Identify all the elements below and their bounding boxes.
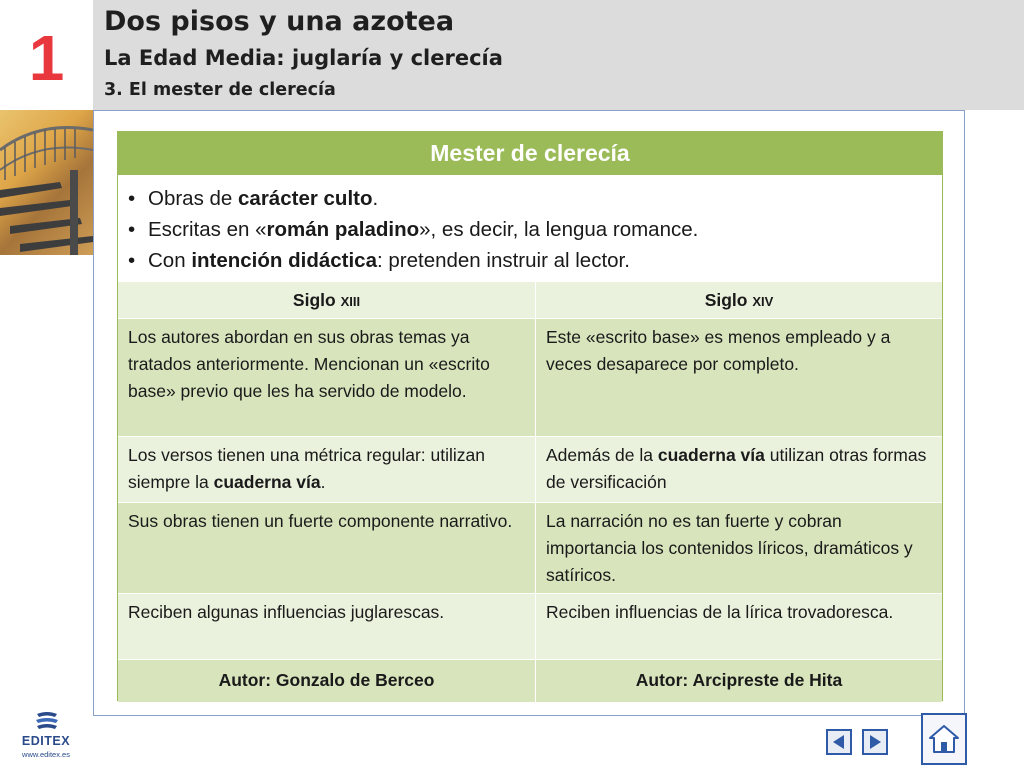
- page-subtitle: La Edad Media: juglaría y clerecía: [104, 46, 503, 70]
- column-header-siglo-xiii: Siglo XIII: [118, 281, 535, 318]
- chapter-box: [0, 0, 93, 110]
- intro-list: [118, 175, 942, 281]
- chapter-number: 1: [28, 22, 65, 94]
- arrow-right-icon: [866, 733, 884, 751]
- table-cell: Además de la cuaderna vía utilizan otras formas de versificación: [535, 436, 942, 502]
- table-cell: Sus obras tienen un fuerte componente narrativo.: [118, 502, 535, 593]
- home-icon: [927, 722, 961, 756]
- table-cell: Este «escrito base» es menos empleado y a veces desaparece por completo.: [535, 318, 942, 436]
- editex-logo: [16, 710, 76, 760]
- section-title: 3. El mester de clerecía: [104, 80, 336, 100]
- header-band: [93, 0, 1024, 110]
- home-button[interactable]: [921, 713, 967, 765]
- author-berceo: Autor: Gonzalo de Berceo: [118, 659, 535, 702]
- intro-item: • Con intención didáctica: pretenden instruir al lector.: [128, 249, 630, 272]
- stairs-image: [0, 110, 93, 255]
- table-row: [118, 502, 942, 593]
- intro-item: • Obras de carácter culto.: [128, 187, 379, 210]
- content-frame: [93, 110, 965, 716]
- arrow-left-icon: [830, 733, 848, 751]
- table-row: [118, 593, 942, 659]
- table-row: [118, 318, 942, 436]
- table-column-headers: [118, 281, 942, 318]
- logo-text: EDITEX: [21, 734, 71, 748]
- table-cell: Reciben influencias de la lírica trovadoresca.: [535, 593, 942, 659]
- page-title: Dos pisos y una azotea: [104, 6, 455, 37]
- table-row: [118, 436, 942, 502]
- comparison-table: [117, 131, 943, 701]
- previous-slide-button[interactable]: [826, 729, 852, 755]
- table-title: Mester de clerecía: [118, 132, 942, 175]
- next-slide-button[interactable]: [862, 729, 888, 755]
- table-cell: La narración no es tan fuerte y cobran importancia los contenidos líricos, dramáticos y satíricos.: [535, 502, 942, 593]
- table-cell: Los autores abordan en sus obras temas ya tratados anteriormente. Mencionan un «escrito base» previo que les ha servido de modelo.: [118, 318, 535, 436]
- column-header-siglo-xiv: Siglo XIV: [535, 281, 942, 318]
- table-footer-row: [118, 659, 942, 702]
- editex-logo-mark-icon: [34, 710, 60, 732]
- table-cell: Los versos tienen una métrica regular: utilizan siempre la cuaderna vía.: [118, 436, 535, 502]
- intro-item: • Escritas en «román paladino», es decir, la lengua romance.: [128, 218, 699, 241]
- author-hita: Autor: Arcipreste de Hita: [535, 659, 942, 702]
- table-cell: Reciben algunas influencias juglarescas.: [118, 593, 535, 659]
- logo-url: www.editex.es: [22, 750, 70, 759]
